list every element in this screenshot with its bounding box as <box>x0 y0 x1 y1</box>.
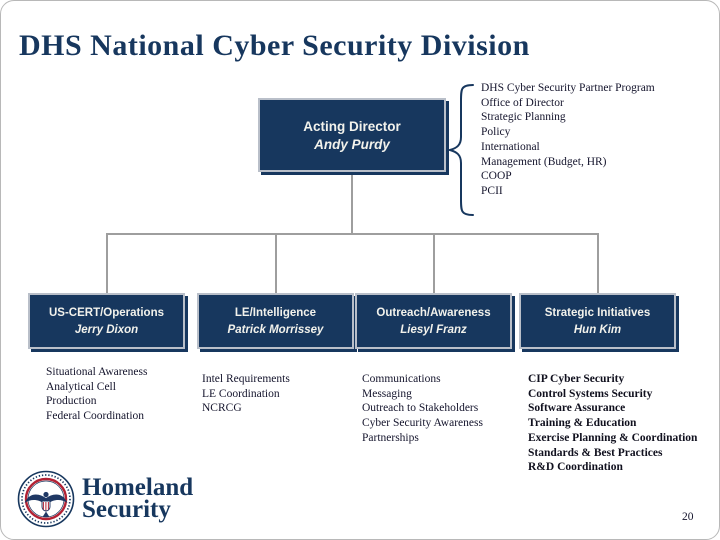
branch-name: Patrick Morrissey <box>227 323 324 336</box>
branch-box-us-cert-operations <box>28 293 185 349</box>
list-item: Situational Awareness <box>46 366 148 378</box>
branch-box-strategic-initiatives <box>519 293 676 349</box>
list-item: Cyber Security Awareness <box>362 417 483 430</box>
branch-box-le-intelligence <box>197 293 354 349</box>
branch-list-le-intelligence <box>202 372 290 416</box>
homeland-security-logo <box>17 470 193 528</box>
function-item: Policy <box>481 126 511 139</box>
branch-box-outreach-awareness <box>355 293 512 349</box>
logo-wordmark <box>82 474 194 523</box>
function-item: Management (Budget, HR) <box>481 155 607 168</box>
list-item: Messaging <box>362 387 412 400</box>
branch-list-outreach-awareness <box>362 372 483 446</box>
branch-name: Hun Kim <box>573 323 622 336</box>
branch-title: LE/Intelligence <box>234 306 317 319</box>
branch-name: Jerry Dixon <box>74 323 139 336</box>
page-title: DHS National Cyber Security Division <box>19 29 530 62</box>
logo-word-homeland: Homeland <box>82 474 194 501</box>
list-item: Software Assurance <box>528 402 626 415</box>
connector-horizontal <box>106 233 599 235</box>
list-item: Federal Coordination <box>46 410 145 423</box>
dhs-seal-icon <box>17 470 75 528</box>
branch-title: Strategic Initiatives <box>544 306 651 319</box>
list-item: Standards & Best Practices <box>528 446 663 459</box>
connector-drop-4 <box>597 233 599 293</box>
list-item: Production <box>46 395 97 408</box>
function-item: PCII <box>481 184 503 197</box>
branch-list-us-cert-operations <box>46 365 147 424</box>
list-item: Training & Education <box>528 417 637 430</box>
list-item: Outreach to Stakeholders <box>362 402 479 415</box>
branch-title: US-CERT/Operations <box>48 306 164 319</box>
function-item: DHS Cyber Security Partner Program <box>481 82 655 94</box>
list-item: LE Coordination <box>202 387 280 400</box>
list-item: R&D Coordination <box>528 461 623 474</box>
branch-name: Liesyl Franz <box>400 323 467 336</box>
connector-director-stem <box>351 175 353 235</box>
connector-drop-3 <box>433 233 435 293</box>
list-item: Communications <box>362 373 441 385</box>
branch-title: Outreach/Awareness <box>376 306 491 319</box>
function-item: COOP <box>481 170 512 183</box>
connector-drop-2 <box>275 233 277 293</box>
logo-word-security: Security <box>82 496 171 523</box>
director-functions-list <box>481 81 655 199</box>
branch-list-strategic-initiatives <box>528 372 697 475</box>
page-number: 20 <box>682 511 694 523</box>
list-item: Analytical Cell <box>46 380 116 393</box>
director-box <box>258 98 446 172</box>
list-item: Partnerships <box>362 431 419 444</box>
list-item: Exercise Planning & Coordination <box>528 431 698 444</box>
list-item: Control Systems Security <box>528 387 653 400</box>
curly-brace-icon <box>445 83 475 217</box>
director-title: Acting Director <box>303 118 401 134</box>
function-item: Strategic Planning <box>481 111 566 124</box>
list-item: CIP Cyber Security <box>528 373 625 385</box>
director-name: Andy Purdy <box>314 136 390 152</box>
list-item: Intel Requirements <box>202 373 290 385</box>
function-item: International <box>481 140 540 153</box>
function-item: Office of Director <box>481 96 564 109</box>
list-item: NCRCG <box>202 402 242 415</box>
connector-drop-1 <box>106 233 108 293</box>
